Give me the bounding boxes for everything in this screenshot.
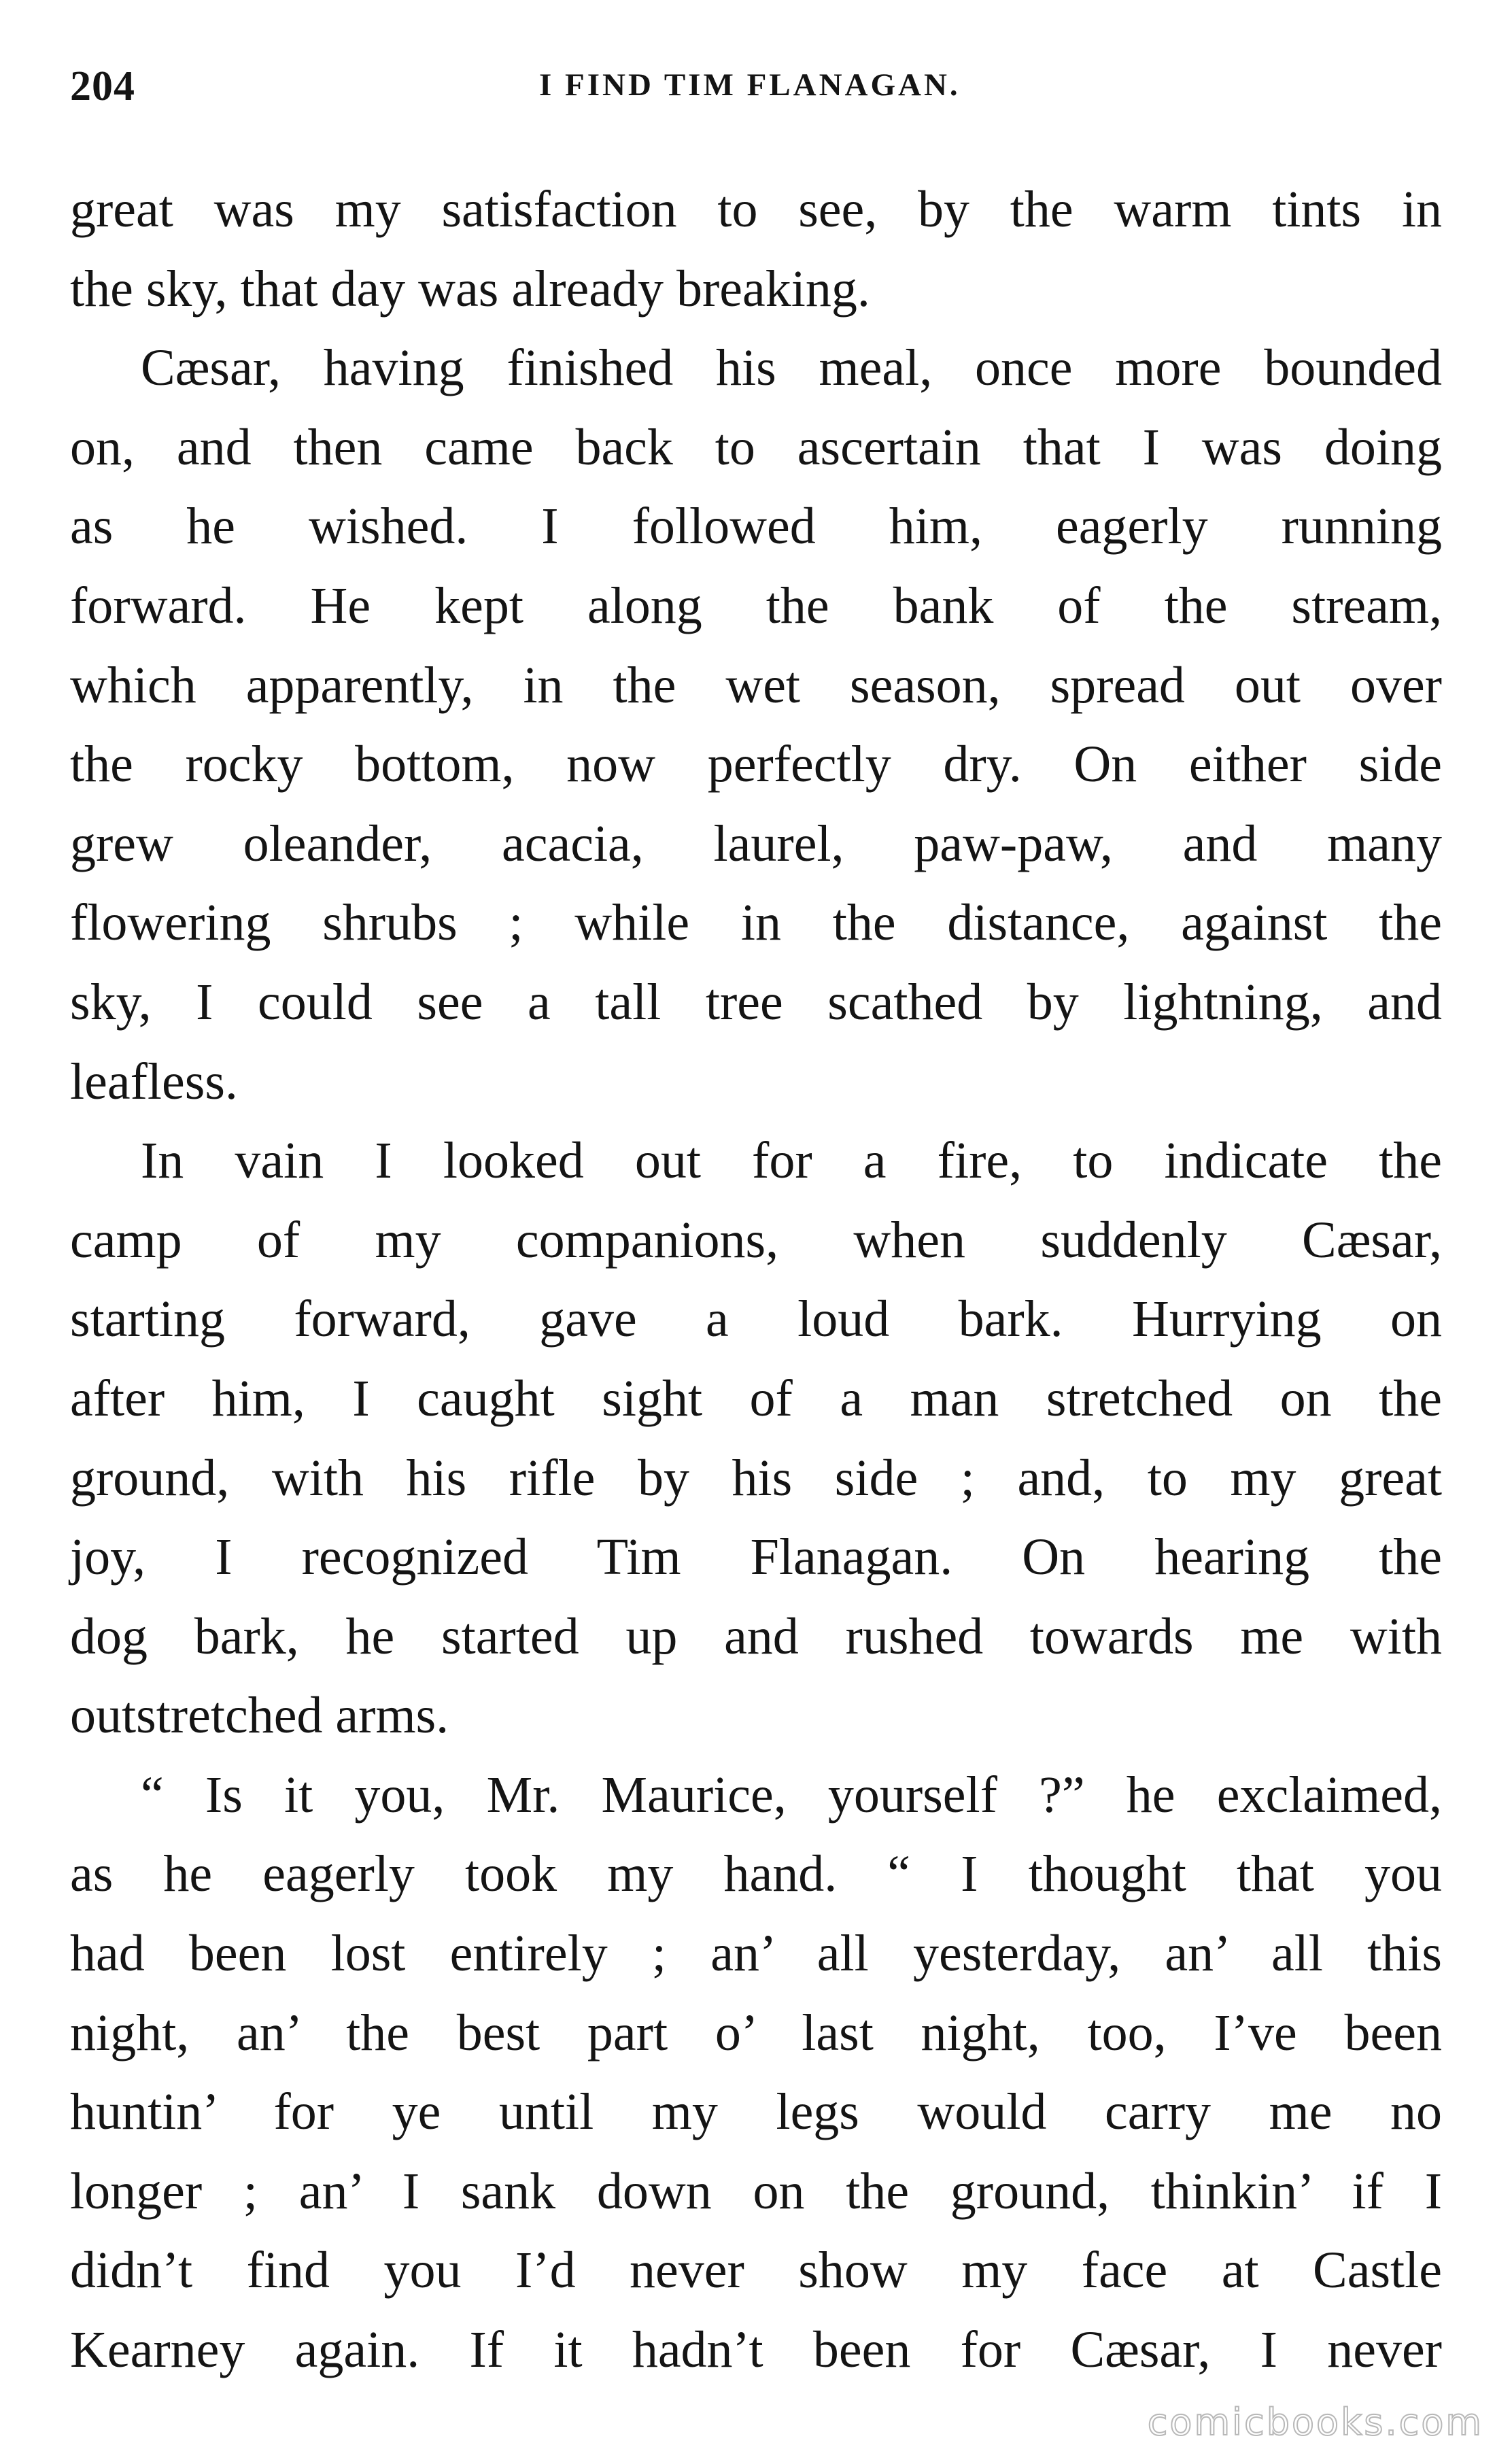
- text-line: joy, I recognized Tim Flanagan. On hearing the: [70, 1528, 1442, 1586]
- text-line: huntin’ for ye until my legs would carry me no: [70, 2083, 1442, 2141]
- text-line: Cæsar, having finished his meal, once more bounded: [141, 339, 1442, 397]
- text-line: forward. He kept along the bank of the stream,: [70, 577, 1442, 634]
- text-line: didn’t find you I’d never show my face at Castle: [70, 2242, 1442, 2299]
- text-line: starting forward, gave a loud bark. Hurrying on: [70, 1290, 1442, 1348]
- text-line: great was my satisfaction to see, by the warm tints in: [70, 181, 1442, 238]
- chapter-running-title: I FIND TIM FLANAGAN.: [539, 67, 961, 103]
- body-text: [70, 170, 1442, 2390]
- text-line: on, and then came back to ascertain that I was doing: [70, 418, 1442, 476]
- text-line: “ Is it you, Mr. Maurice, yourself ?” he exclaimed,: [141, 1766, 1442, 1824]
- watermark-text: comicbooks.com: [1147, 2401, 1483, 2444]
- text-line: as he eagerly took my hand. “ I thought that you: [70, 1845, 1442, 1903]
- text-line: camp of my companions, when suddenly Cæsar,: [70, 1211, 1442, 1269]
- text-line: as he wished. I followed him, eagerly running: [70, 498, 1442, 555]
- text-line: had been lost entirely ; an’ all yesterday, an’ all this: [70, 1925, 1442, 1983]
- text-line: sky, I could see a tall tree scathed by lightning, and: [70, 973, 1442, 1031]
- text-line: dog bark, he started up and rushed towards me with: [70, 1607, 1442, 1665]
- text-line: grew oleander, acacia, laurel, paw-paw, and many: [70, 815, 1442, 872]
- text-line: night, an’ the best part o’ last night, too, I’ve been: [70, 2004, 1442, 2061]
- text-line: which apparently, in the wet season, spread out over: [70, 656, 1442, 714]
- text-line: outstretched arms.: [70, 1687, 449, 1745]
- text-line: the rocky bottom, now perfectly dry. On either side: [70, 736, 1442, 793]
- text-line: flowering shrubs ; while in the distance, against the: [70, 894, 1442, 952]
- text-line: longer ; an’ I sank down on the ground, thinkin’ if I: [70, 2162, 1442, 2220]
- text-line: leafless.: [70, 1053, 238, 1110]
- page-number: 204: [70, 63, 135, 109]
- text-line: Kearney again. If it hadn’t been for Cæsar, I never: [70, 2321, 1442, 2379]
- text-line: ground, with his rifle by his side ; and, to my great: [70, 1449, 1442, 1507]
- text-line: In vain I looked out for a fire, to indicate the: [141, 1132, 1442, 1190]
- text-line: the sky, that day was already breaking.: [70, 260, 870, 318]
- text-line: after him, I caught sight of a man stretched on the: [70, 1369, 1442, 1427]
- running-head: [70, 63, 1442, 117]
